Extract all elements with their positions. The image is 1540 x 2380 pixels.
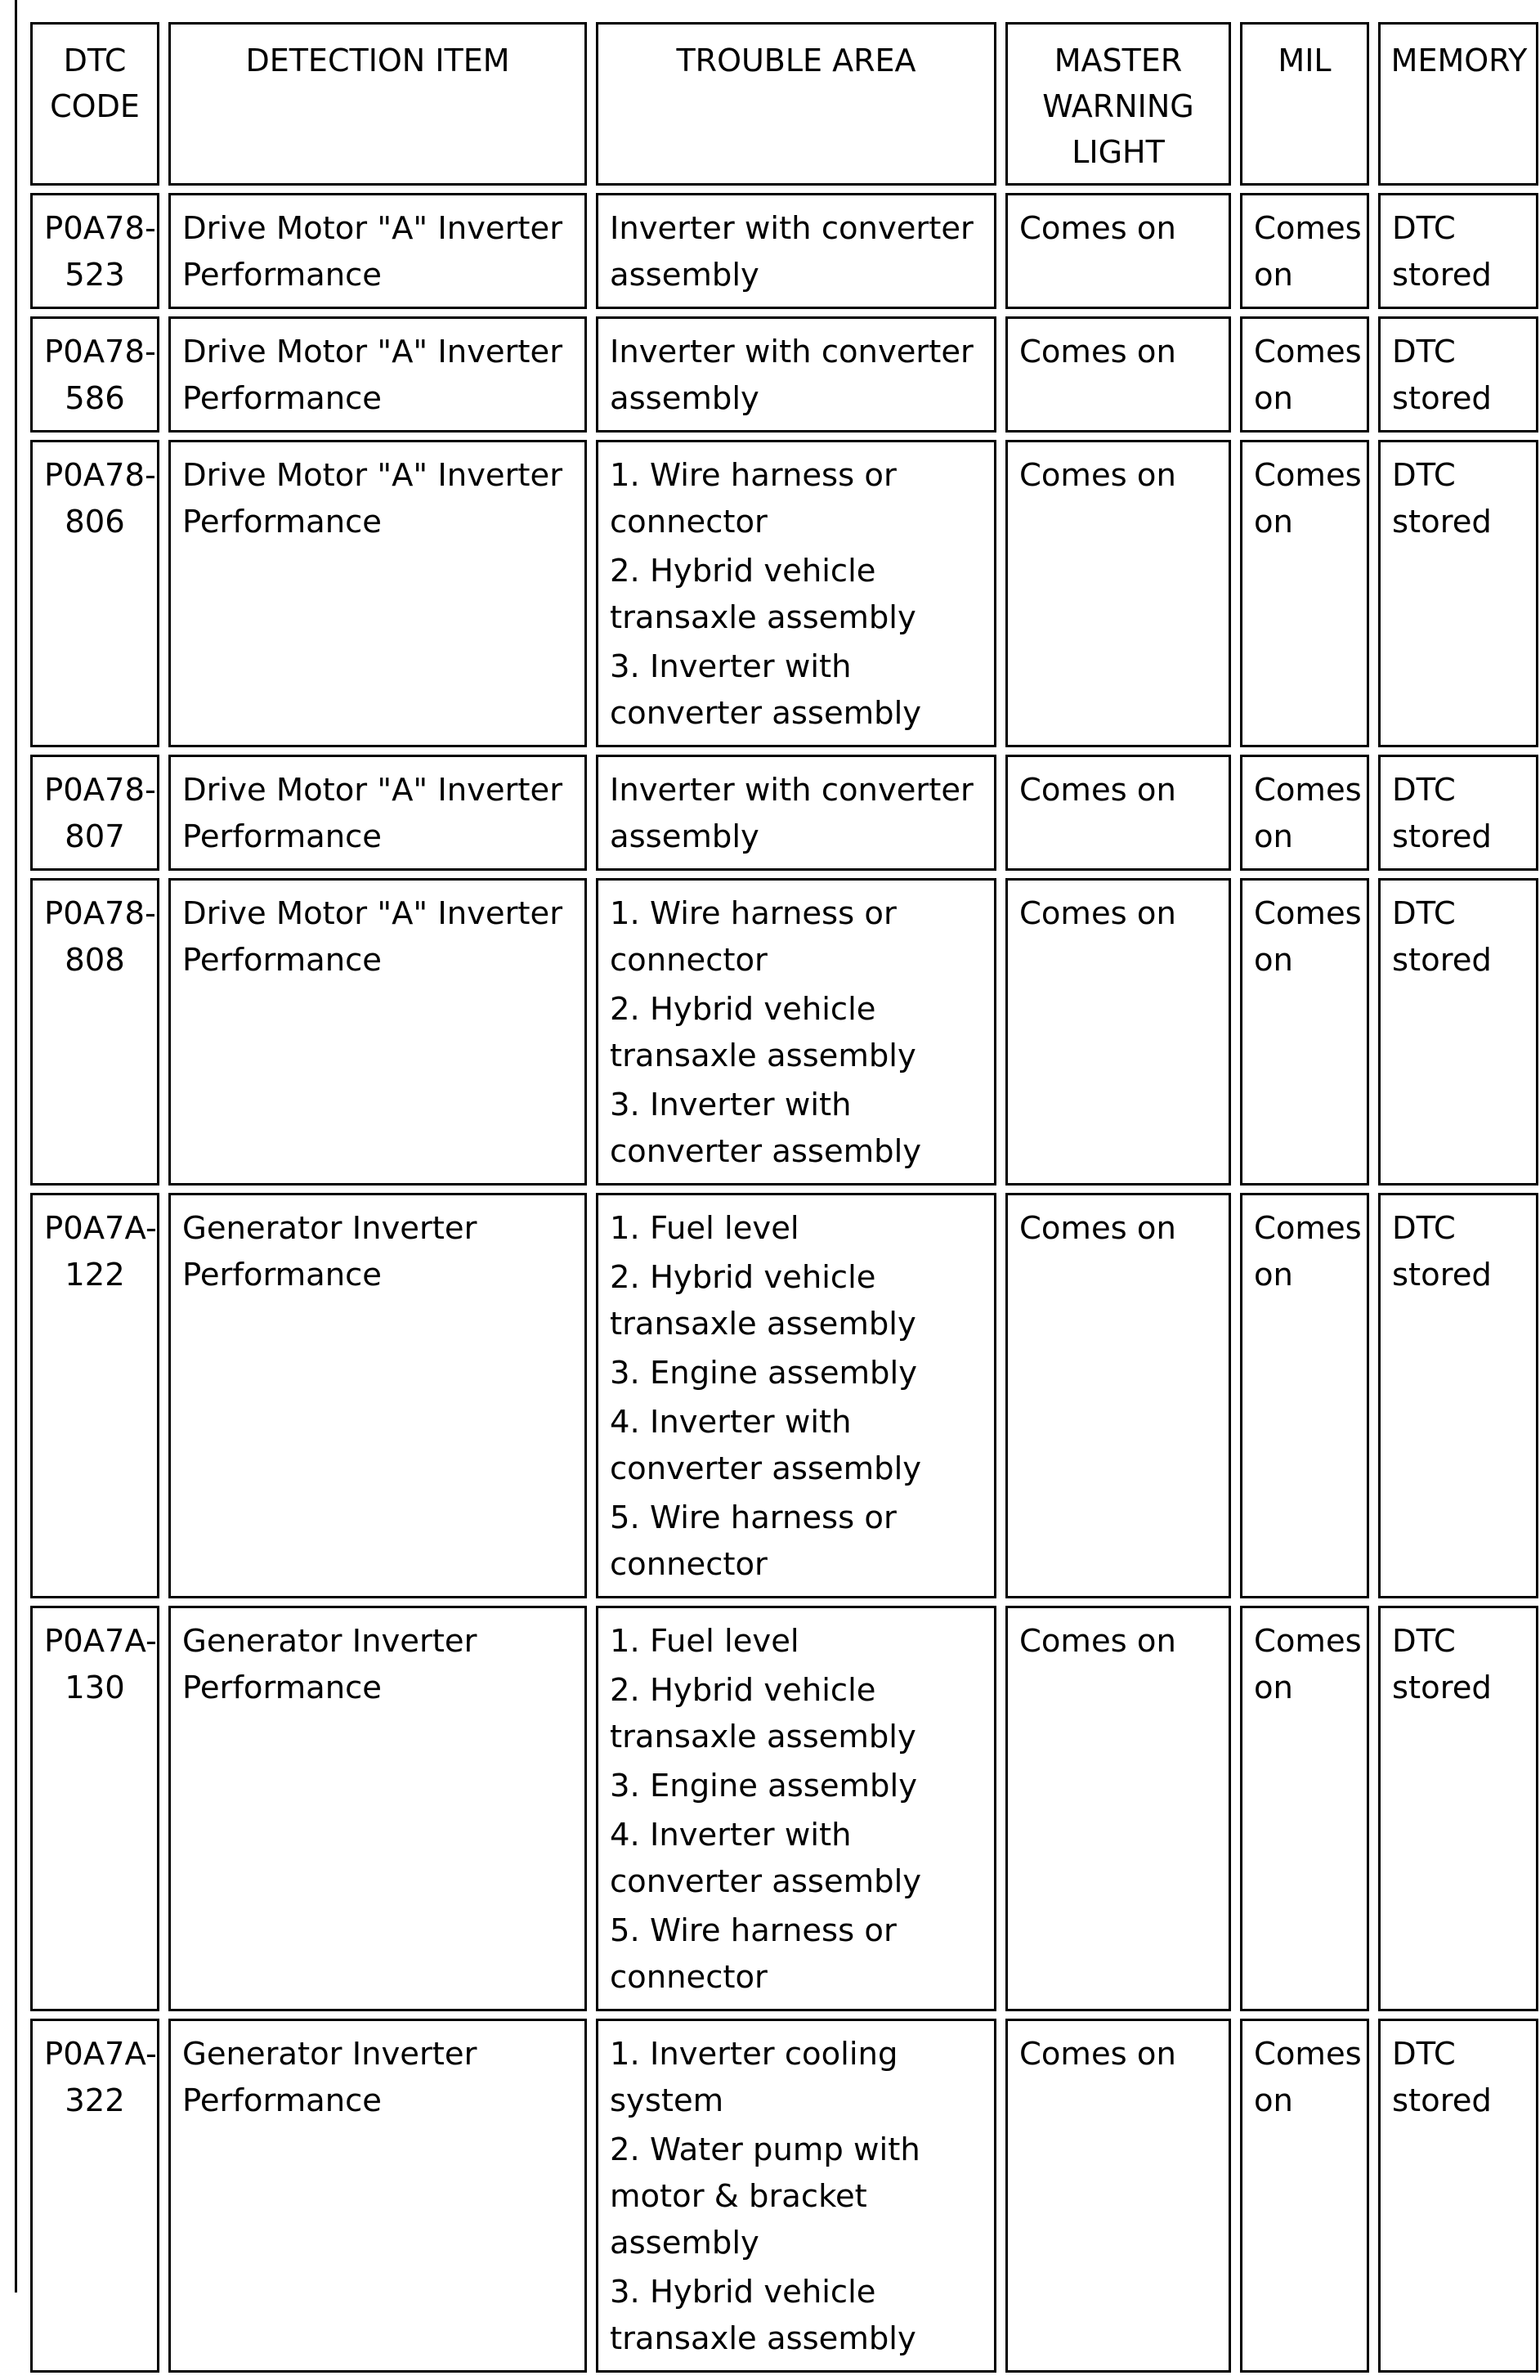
detection-item-cell: Drive Motor "A" Inverter Performance: [168, 316, 587, 433]
master-warning-cell: Comes on: [1005, 440, 1231, 747]
trouble-area-item: Inverter with converter assembly: [610, 772, 974, 855]
trouble-area-cell: [596, 1606, 996, 2011]
header-memory: MEMORY: [1378, 22, 1538, 186]
trouble-area-cell: [596, 2019, 996, 2373]
header-trouble-area: TROUBLE AREA: [596, 22, 996, 186]
trouble-area-item: 1. Wire harness or connector: [610, 457, 897, 540]
trouble-area-item: 5. Wire harness or connector: [610, 1499, 897, 1583]
master-warning-cell: Comes on: [1005, 2019, 1231, 2373]
trouble-area-item: 4. Inverter with converter assembly: [610, 1404, 922, 1487]
table-body: [30, 193, 1540, 2373]
table-row: [30, 440, 1540, 747]
detection-item-cell: Generator Inverter Performance: [168, 1193, 587, 1598]
trouble-area-item: 5. Wire harness or connector: [610, 1912, 897, 1996]
master-warning-cell: Comes on: [1005, 878, 1231, 1186]
mil-cell: Comes on: [1240, 193, 1369, 309]
dtc-code-cell: P0A78-807: [30, 755, 159, 871]
table-row: [30, 1193, 1540, 1598]
mil-cell: Comes on: [1240, 316, 1369, 433]
trouble-area-item: Inverter with converter assembly: [610, 334, 974, 417]
master-warning-cell: Comes on: [1005, 316, 1231, 433]
dtc-code-cell: P0A78-586: [30, 316, 159, 433]
dtc-code-cell: P0A7A-322: [30, 2019, 159, 2373]
trouble-area-cell: [596, 878, 996, 1186]
dtc-code-cell: P0A7A-122: [30, 1193, 159, 1598]
memory-cell: DTC stored: [1378, 878, 1538, 1186]
trouble-area-cell: [596, 316, 996, 433]
master-warning-cell: Comes on: [1005, 1606, 1231, 2011]
dtc-code-cell: P0A78-523: [30, 193, 159, 309]
header-master-warning-light: MASTER WARNING LIGHT: [1005, 22, 1231, 186]
master-warning-cell: Comes on: [1005, 755, 1231, 871]
dtc-code-cell: P0A78-806: [30, 440, 159, 747]
table-row: [30, 755, 1540, 871]
table-row: [30, 193, 1540, 309]
trouble-area-item: 3. Inverter with converter assembly: [610, 648, 922, 732]
trouble-area-cell: [596, 755, 996, 871]
mil-cell: Comes on: [1240, 1193, 1369, 1598]
header-detection-item: DETECTION ITEM: [168, 22, 587, 186]
trouble-area-item: 2. Hybrid vehicle transaxle assembly: [610, 991, 916, 1074]
dtc-code-cell: P0A78-808: [30, 878, 159, 1186]
mil-cell: Comes on: [1240, 2019, 1369, 2373]
memory-cell: DTC stored: [1378, 755, 1538, 871]
trouble-area-item: 2. Hybrid vehicle transaxle assembly: [610, 1259, 916, 1342]
detection-item-cell: Drive Motor "A" Inverter Performance: [168, 755, 587, 871]
detection-item-cell: Generator Inverter Performance: [168, 1606, 587, 2011]
detection-item-cell: Drive Motor "A" Inverter Performance: [168, 193, 587, 309]
trouble-area-item: 1. Wire harness or connector: [610, 895, 897, 979]
trouble-area-item: 4. Inverter with converter assembly: [610, 1817, 922, 1900]
trouble-area-item: 1. Fuel level: [610, 1623, 799, 1660]
trouble-area-item: 3. Engine assembly: [610, 1768, 917, 1804]
header-mil: MIL: [1240, 22, 1369, 186]
mil-cell: Comes on: [1240, 440, 1369, 747]
mil-cell: Comes on: [1240, 755, 1369, 871]
trouble-area-cell: [596, 193, 996, 309]
dtc-table: [21, 15, 1540, 2380]
detection-item-cell: Generator Inverter Performance: [168, 2019, 587, 2373]
memory-cell: DTC stored: [1378, 1193, 1538, 1598]
detection-item-cell: Drive Motor "A" Inverter Performance: [168, 878, 587, 1186]
dtc-code-cell: P0A7A-130: [30, 1606, 159, 2011]
memory-cell: DTC stored: [1378, 1606, 1538, 2011]
page-left-rule: [15, 0, 17, 2293]
trouble-area-item: Inverter with converter assembly: [610, 210, 974, 294]
header-row: [30, 22, 1540, 186]
memory-cell: DTC stored: [1378, 440, 1538, 747]
master-warning-cell: Comes on: [1005, 1193, 1231, 1598]
table-row: [30, 316, 1540, 433]
trouble-area-cell: [596, 440, 996, 747]
trouble-area-cell: [596, 1193, 996, 1598]
trouble-area-item: 3. Engine assembly: [610, 1355, 917, 1392]
memory-cell: DTC stored: [1378, 316, 1538, 433]
detection-item-cell: Drive Motor "A" Inverter Performance: [168, 440, 587, 747]
trouble-area-item: 1. Fuel level: [610, 1210, 799, 1247]
mil-cell: Comes on: [1240, 878, 1369, 1186]
trouble-area-item: 2. Hybrid vehicle transaxle assembly: [610, 553, 916, 636]
trouble-area-item: 2. Water pump with motor & bracket assembly: [610, 2131, 920, 2261]
table-row: [30, 1606, 1540, 2011]
mil-cell: Comes on: [1240, 1606, 1369, 2011]
master-warning-cell: Comes on: [1005, 193, 1231, 309]
memory-cell: DTC stored: [1378, 193, 1538, 309]
trouble-area-item: 2. Hybrid vehicle transaxle assembly: [610, 1672, 916, 1755]
trouble-area-item: 1. Inverter cooling system: [610, 2036, 898, 2119]
table-row: [30, 878, 1540, 1186]
trouble-area-item: 3. Hybrid vehicle transaxle assembly: [610, 2274, 916, 2357]
memory-cell: DTC stored: [1378, 2019, 1538, 2373]
header-dtc-code: DTC CODE: [30, 22, 159, 186]
trouble-area-item: 3. Inverter with converter assembly: [610, 1087, 922, 1170]
table-row: [30, 2019, 1540, 2373]
